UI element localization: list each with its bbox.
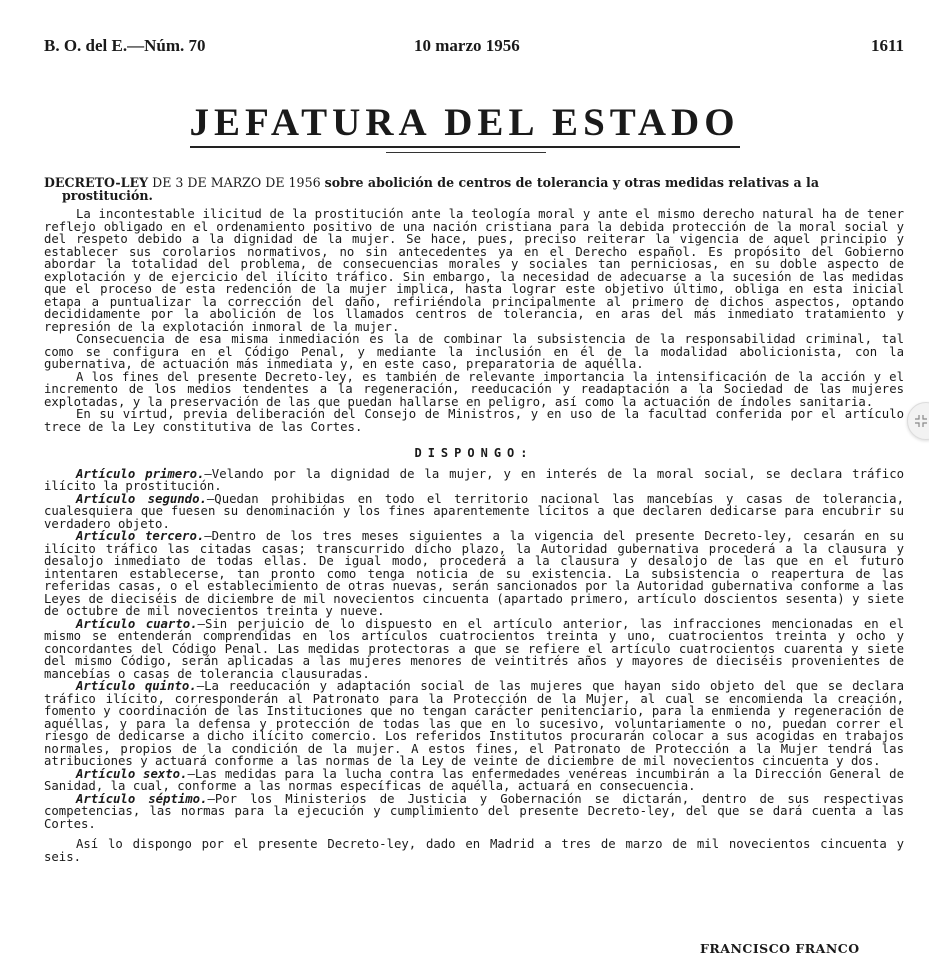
preamble-paragraph: Consecuencia de esa misma inmediación es la de combinar la subsistencia de la responsabilidad criminal, tal como se configura en el Código Penal, y mediante la inclusión en él de la modalidad abolicionista, con la gubernativa, de actuación más inmediata y, en este caso, preparatoria de aquélla. xyxy=(44,332,904,371)
journal-issue: B. O. del E.—Núm. 70 xyxy=(44,36,206,55)
article-paragraph xyxy=(44,493,904,531)
decree-subject-continued: prostitución. xyxy=(62,188,153,203)
article-text: —Por los Ministerios de Justicia y Gobernación se dictarán, dentro de sus respectivas competencias, las normas para la ejecución y cumplimiento del presente Decreto-ley, del que se dará cuenta a las Cortes. xyxy=(44,791,904,831)
article-text: —Las medidas para la lucha contra las enfermedades venéreas incumbirán a la Dirección General de Sanidad, la cual, conforme a las normas específicas de aquélla, actuará en consecuencia. xyxy=(44,766,904,793)
article-label: Artículo cuarto. xyxy=(76,616,198,631)
page-number: 1611 xyxy=(870,36,904,55)
article-text: —Quedan prohibidas en todo el territorio nacional las mancebías y casas de tolerancia, cualesquiera que fuesen su denominación y los fines aparentemente lícitos a que declaren dedicarse para encubrir su verdadero objeto. xyxy=(44,491,904,531)
article-paragraph xyxy=(44,468,904,493)
issue-date: 10 marzo 1956 xyxy=(414,36,520,55)
section-title: JEFATURA DEL ESTADO xyxy=(189,101,740,144)
article-label: Artículo tercero. xyxy=(76,529,205,543)
article-label: Artículo sexto. xyxy=(76,766,188,781)
article-paragraph xyxy=(44,680,904,768)
article-label: Artículo quinto. xyxy=(76,679,197,693)
closing-paragraph: Así lo dispongo por el presente Decreto-ley, dado en Madrid a tres de marzo de mil novecientos cincuenta y seis. xyxy=(44,837,904,864)
title-rule-short xyxy=(386,152,546,153)
decree-title xyxy=(44,176,904,202)
article-text: —La reeducación y adaptación social de las mujeres que hayan sido objeto del que se declara tráfico ilícito, corresponderán al Patronato para la Protección de la Mujer, al cual se encomienda la creación, fomento y coordinación de las Instituciones que no tengan carácter penitenciario, para la enmienda y regeneración de aquéllas, y para la defensa y protección de todas las que en lo sucesivo, voluntariamente o no, puedan correr el riesgo de dedicarse a dicho ilícito comercio. Los referidos Institutos procurarán colocar a sus acogidas en trabajos normales, propios de la condición de la mujer. A estos fines, el Patronato de Protección a la Mujer tendrá las atribuciones y actuará conforme a las normas de la Ley de veinte de diciembre de mil novecientos cincuenta y dos. xyxy=(44,679,904,768)
preamble-paragraph: En su virtud, previa deliberación del Consejo de Ministros, y en uso de la facultad conferida por el artículo trece de la Ley constitutiva de las Cortes. xyxy=(44,407,904,434)
expand-icon xyxy=(914,414,928,428)
preamble-paragraph: A los fines del presente Decreto-ley, es también de relevante importancia la intensificación de la acción y el incremento de los medios tendentes a la regeneración, reeducación y readaptación a la Sociedad de las mujeres explotadas, y la preservación de las que puedan hallarse en peligro, así como la actuación de índoles sanitaria. xyxy=(44,369,904,409)
article-paragraph xyxy=(44,793,904,831)
decree-date: DE 3 DE MARZO DE 1956 xyxy=(148,175,325,190)
page-header xyxy=(44,36,904,60)
article-text: —Dentro de los tres meses siguientes a la vigencia del presente Decreto-ley, cesarán en su ilícito tráfico las citadas casas; transcurrido dicho plazo, la Autoridad gubernativa procederá a la clausura y desalojo inmediato de todas ellas. De igual modo, procederá a la clausura y desalojo de las que en el futuro intentaren establecerse, tan pronto como tenga noticia de su existencia. La subsistencia o reapertura de las referidas casas, o el establecimiento de otras nuevas, serán sancionados por la Autoridad gubernativa conforme a las Leyes de dieciséis de diciembre de mil novecientos cincuenta (apartado primero, artículo doscientos sesenta) y siete de octubre de mil novecientos treinta y nueve. xyxy=(44,529,904,618)
decree-type: DECRETO-LEY xyxy=(44,175,149,190)
article-paragraph xyxy=(44,768,904,793)
article-paragraph xyxy=(44,530,904,618)
article-text: —Sin perjuicio de lo dispuesto en el artículo anterior, las infracciones mencionadas en el mismo se entenderán comprendidas en los artículos cuatrocientos treinta y uno, cuatrocientos treinta y ocho y concordantes del Código Penal. Las medidas protectoras a que se refiere el artículo cuatrocientos cuarenta y siete del mismo Código, serán aplicadas a las mujeres menores de veintitrés años y mayores de dieciséis provenientes de mancebías o casas de tolerancia clausuradas. xyxy=(44,616,904,681)
title-rule-long xyxy=(190,146,740,148)
preamble-paragraph: La incontestable ilicitud de la prostitución ante la teología moral y ante el mismo derecho natural ha de tener reflejo obligado en el ordenamiento positivo de una nación cristiana para la debida protección de la moral social y del respeto debido a la dignidad de la mujer. Se hace, pues, preciso reiterar la vigencia de aquel principio y establecer sus corolarios normativos, no sin antecedentes ya en el Derecho español. Es propósito del Gobierno abordar la totalidad del problema, de consecuencias morales y sociales tan perniciosas, en su doble aspecto de explotación y de ejercicio del ilícito tráfico. Sin embargo, la necesidad de adecuarse a la sucesión de las medidas que el proceso de esta redención de la mujer implica, hasta lograr este objetivo último, obliga en esta inicial etapa a puntualizar la corrección del daño, refiriéndola principalmente al primero de dichos aspectos, optando decididamente por la abolición de los llamados centros de tolerancia, en aras del más inmediato tratamiento y represión de la explotación inmoral de la mujer. xyxy=(44,207,904,334)
article-label: Artículo primero. xyxy=(76,466,205,481)
dispongo-heading: DISPONGO: xyxy=(414,446,534,460)
article-paragraph xyxy=(44,618,904,681)
article-label: Artículo séptimo. xyxy=(76,791,208,806)
expand-button[interactable] xyxy=(907,402,929,440)
decree-subject: sobre abolición de centros de tolerancia y otras medidas relativas a la xyxy=(324,175,819,190)
article-label: Artículo segundo. xyxy=(76,491,207,506)
article-text: —Velando por la dignidad de la mujer, y en interés de la moral social, se declara tráfico ilícito la prostitución. xyxy=(44,466,904,493)
decree-body xyxy=(44,176,904,863)
signature: FRANCISCO FRANCO xyxy=(700,941,860,956)
